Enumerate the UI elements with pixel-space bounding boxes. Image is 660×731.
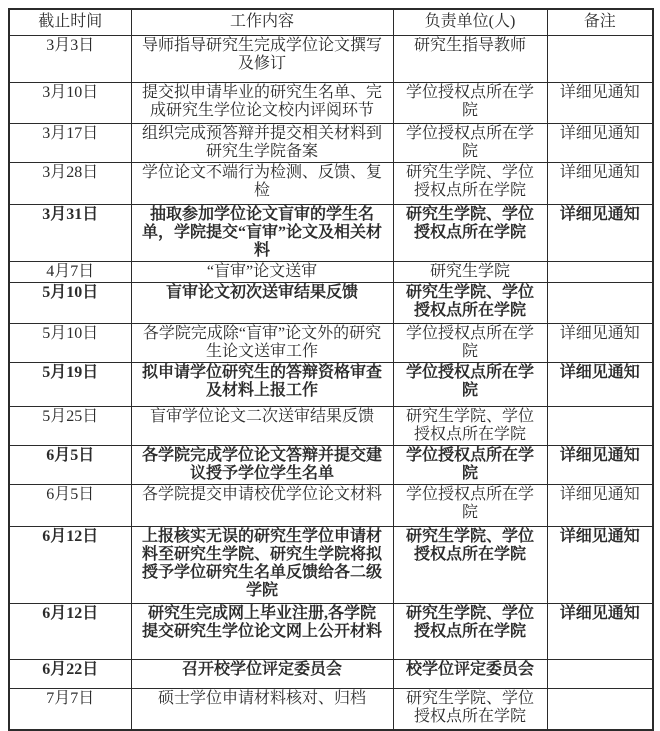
cell-deadline: 6月22日 xyxy=(9,659,131,688)
table-row xyxy=(9,362,653,406)
table-row xyxy=(9,526,653,603)
cell-owner: 研究生学院、学位授权点所在学院 xyxy=(393,162,547,204)
cell-owner: 研究生学院、学位授权点所在学院 xyxy=(393,282,547,323)
cell-deadline: 5月19日 xyxy=(9,362,131,406)
table-row xyxy=(9,204,653,261)
cell-task: 盲审学位论文二次送审结果反馈 xyxy=(131,406,393,445)
table-body xyxy=(9,35,653,730)
cell-task: 召开校学位评定委员会 xyxy=(131,659,393,688)
cell-owner: 学位授权点所在学院 xyxy=(393,323,547,362)
cell-deadline: 4月7日 xyxy=(9,261,131,282)
table-header-row xyxy=(9,9,653,35)
table-row xyxy=(9,323,653,362)
cell-note xyxy=(547,282,653,323)
cell-deadline: 3月3日 xyxy=(9,35,131,82)
cell-note xyxy=(547,688,653,730)
table-row xyxy=(9,659,653,688)
cell-owner: 研究生学院、学位授权点所在学院 xyxy=(393,406,547,445)
table-row xyxy=(9,445,653,484)
cell-note: 详细见通知 xyxy=(547,323,653,362)
cell-deadline: 5月25日 xyxy=(9,406,131,445)
cell-note: 详细见通知 xyxy=(547,484,653,526)
cell-task: 各学院提交申请校优学位论文材料 xyxy=(131,484,393,526)
cell-owner: 研究生学院、学位授权点所在学院 xyxy=(393,204,547,261)
cell-note: 详细见通知 xyxy=(547,204,653,261)
column-header-owner: 负责单位(人) xyxy=(393,9,547,35)
cell-owner: 研究生学院、学位授权点所在学院 xyxy=(393,603,547,659)
table-row xyxy=(9,82,653,123)
cell-note xyxy=(547,406,653,445)
table-row xyxy=(9,603,653,659)
cell-owner: 学位授权点所在学院 xyxy=(393,484,547,526)
table-row xyxy=(9,484,653,526)
table-row xyxy=(9,406,653,445)
cell-task: 盲审论文初次送审结果反馈 xyxy=(131,282,393,323)
cell-deadline: 3月31日 xyxy=(9,204,131,261)
cell-owner: 研究生学院、学位授权点所在学院 xyxy=(393,526,547,603)
cell-deadline: 3月10日 xyxy=(9,82,131,123)
cell-owner: 校学位评定委员会 xyxy=(393,659,547,688)
cell-deadline: 6月5日 xyxy=(9,484,131,526)
cell-note: 详细见通知 xyxy=(547,123,653,162)
cell-owner: 学位授权点所在学院 xyxy=(393,445,547,484)
cell-owner: 学位授权点所在学院 xyxy=(393,82,547,123)
cell-deadline: 5月10日 xyxy=(9,282,131,323)
column-header-task: 工作内容 xyxy=(131,9,393,35)
cell-task: 上报核实无误的研究生学位申请材料至研究生学院、研究生学院将拟授予学位研究生名单反馈给各二级学院 xyxy=(131,526,393,603)
cell-note xyxy=(547,659,653,688)
cell-task: 抽取参加学位论文盲审的学生名单，学院提交“盲审”论文及相关材料 xyxy=(131,204,393,261)
cell-task: “盲审”论文送审 xyxy=(131,261,393,282)
column-header-note: 备注 xyxy=(547,9,653,35)
cell-deadline: 5月10日 xyxy=(9,323,131,362)
cell-deadline: 6月12日 xyxy=(9,603,131,659)
cell-note: 详细见通知 xyxy=(547,445,653,484)
table-row xyxy=(9,162,653,204)
table-row xyxy=(9,688,653,730)
cell-deadline: 3月17日 xyxy=(9,123,131,162)
table-row xyxy=(9,123,653,162)
cell-note: 详细见通知 xyxy=(547,162,653,204)
cell-task: 学位论文不端行为检测、反馈、复检 xyxy=(131,162,393,204)
cell-task: 研究生完成网上毕业注册,各学院提交研究生学位论文网上公开材料 xyxy=(131,603,393,659)
cell-deadline: 6月5日 xyxy=(9,445,131,484)
table-row xyxy=(9,261,653,282)
table-row xyxy=(9,35,653,82)
cell-owner: 研究生指导教师 xyxy=(393,35,547,82)
cell-task: 提交拟申请毕业的研究生名单、完成研究生学位论文校内评阅环节 xyxy=(131,82,393,123)
cell-note: 详细见通知 xyxy=(547,603,653,659)
cell-note: 详细见通知 xyxy=(547,362,653,406)
schedule-table xyxy=(8,8,654,731)
cell-deadline: 6月12日 xyxy=(9,526,131,603)
cell-owner: 研究生学院 xyxy=(393,261,547,282)
cell-task: 各学院完成学位论文答辩并提交建议授予学位学生名单 xyxy=(131,445,393,484)
cell-owner: 学位授权点所在学院 xyxy=(393,362,547,406)
cell-note xyxy=(547,35,653,82)
cell-deadline: 7月7日 xyxy=(9,688,131,730)
table-row xyxy=(9,282,653,323)
cell-task: 组织完成预答辩并提交相关材料到研究生学院备案 xyxy=(131,123,393,162)
cell-note xyxy=(547,261,653,282)
cell-deadline: 3月28日 xyxy=(9,162,131,204)
cell-note: 详细见通知 xyxy=(547,82,653,123)
cell-task: 拟申请学位研究生的答辩资格审查及材料上报工作 xyxy=(131,362,393,406)
cell-owner: 学位授权点所在学院 xyxy=(393,123,547,162)
cell-task: 硕士学位申请材料核对、归档 xyxy=(131,688,393,730)
cell-task: 各学院完成除“盲审”论文外的研究生论文送审工作 xyxy=(131,323,393,362)
column-header-deadline: 截止时间 xyxy=(9,9,131,35)
cell-note: 详细见通知 xyxy=(547,526,653,603)
cell-owner: 研究生学院、学位授权点所在学院 xyxy=(393,688,547,730)
cell-task: 导师指导研究生完成学位论文撰写及修订 xyxy=(131,35,393,82)
